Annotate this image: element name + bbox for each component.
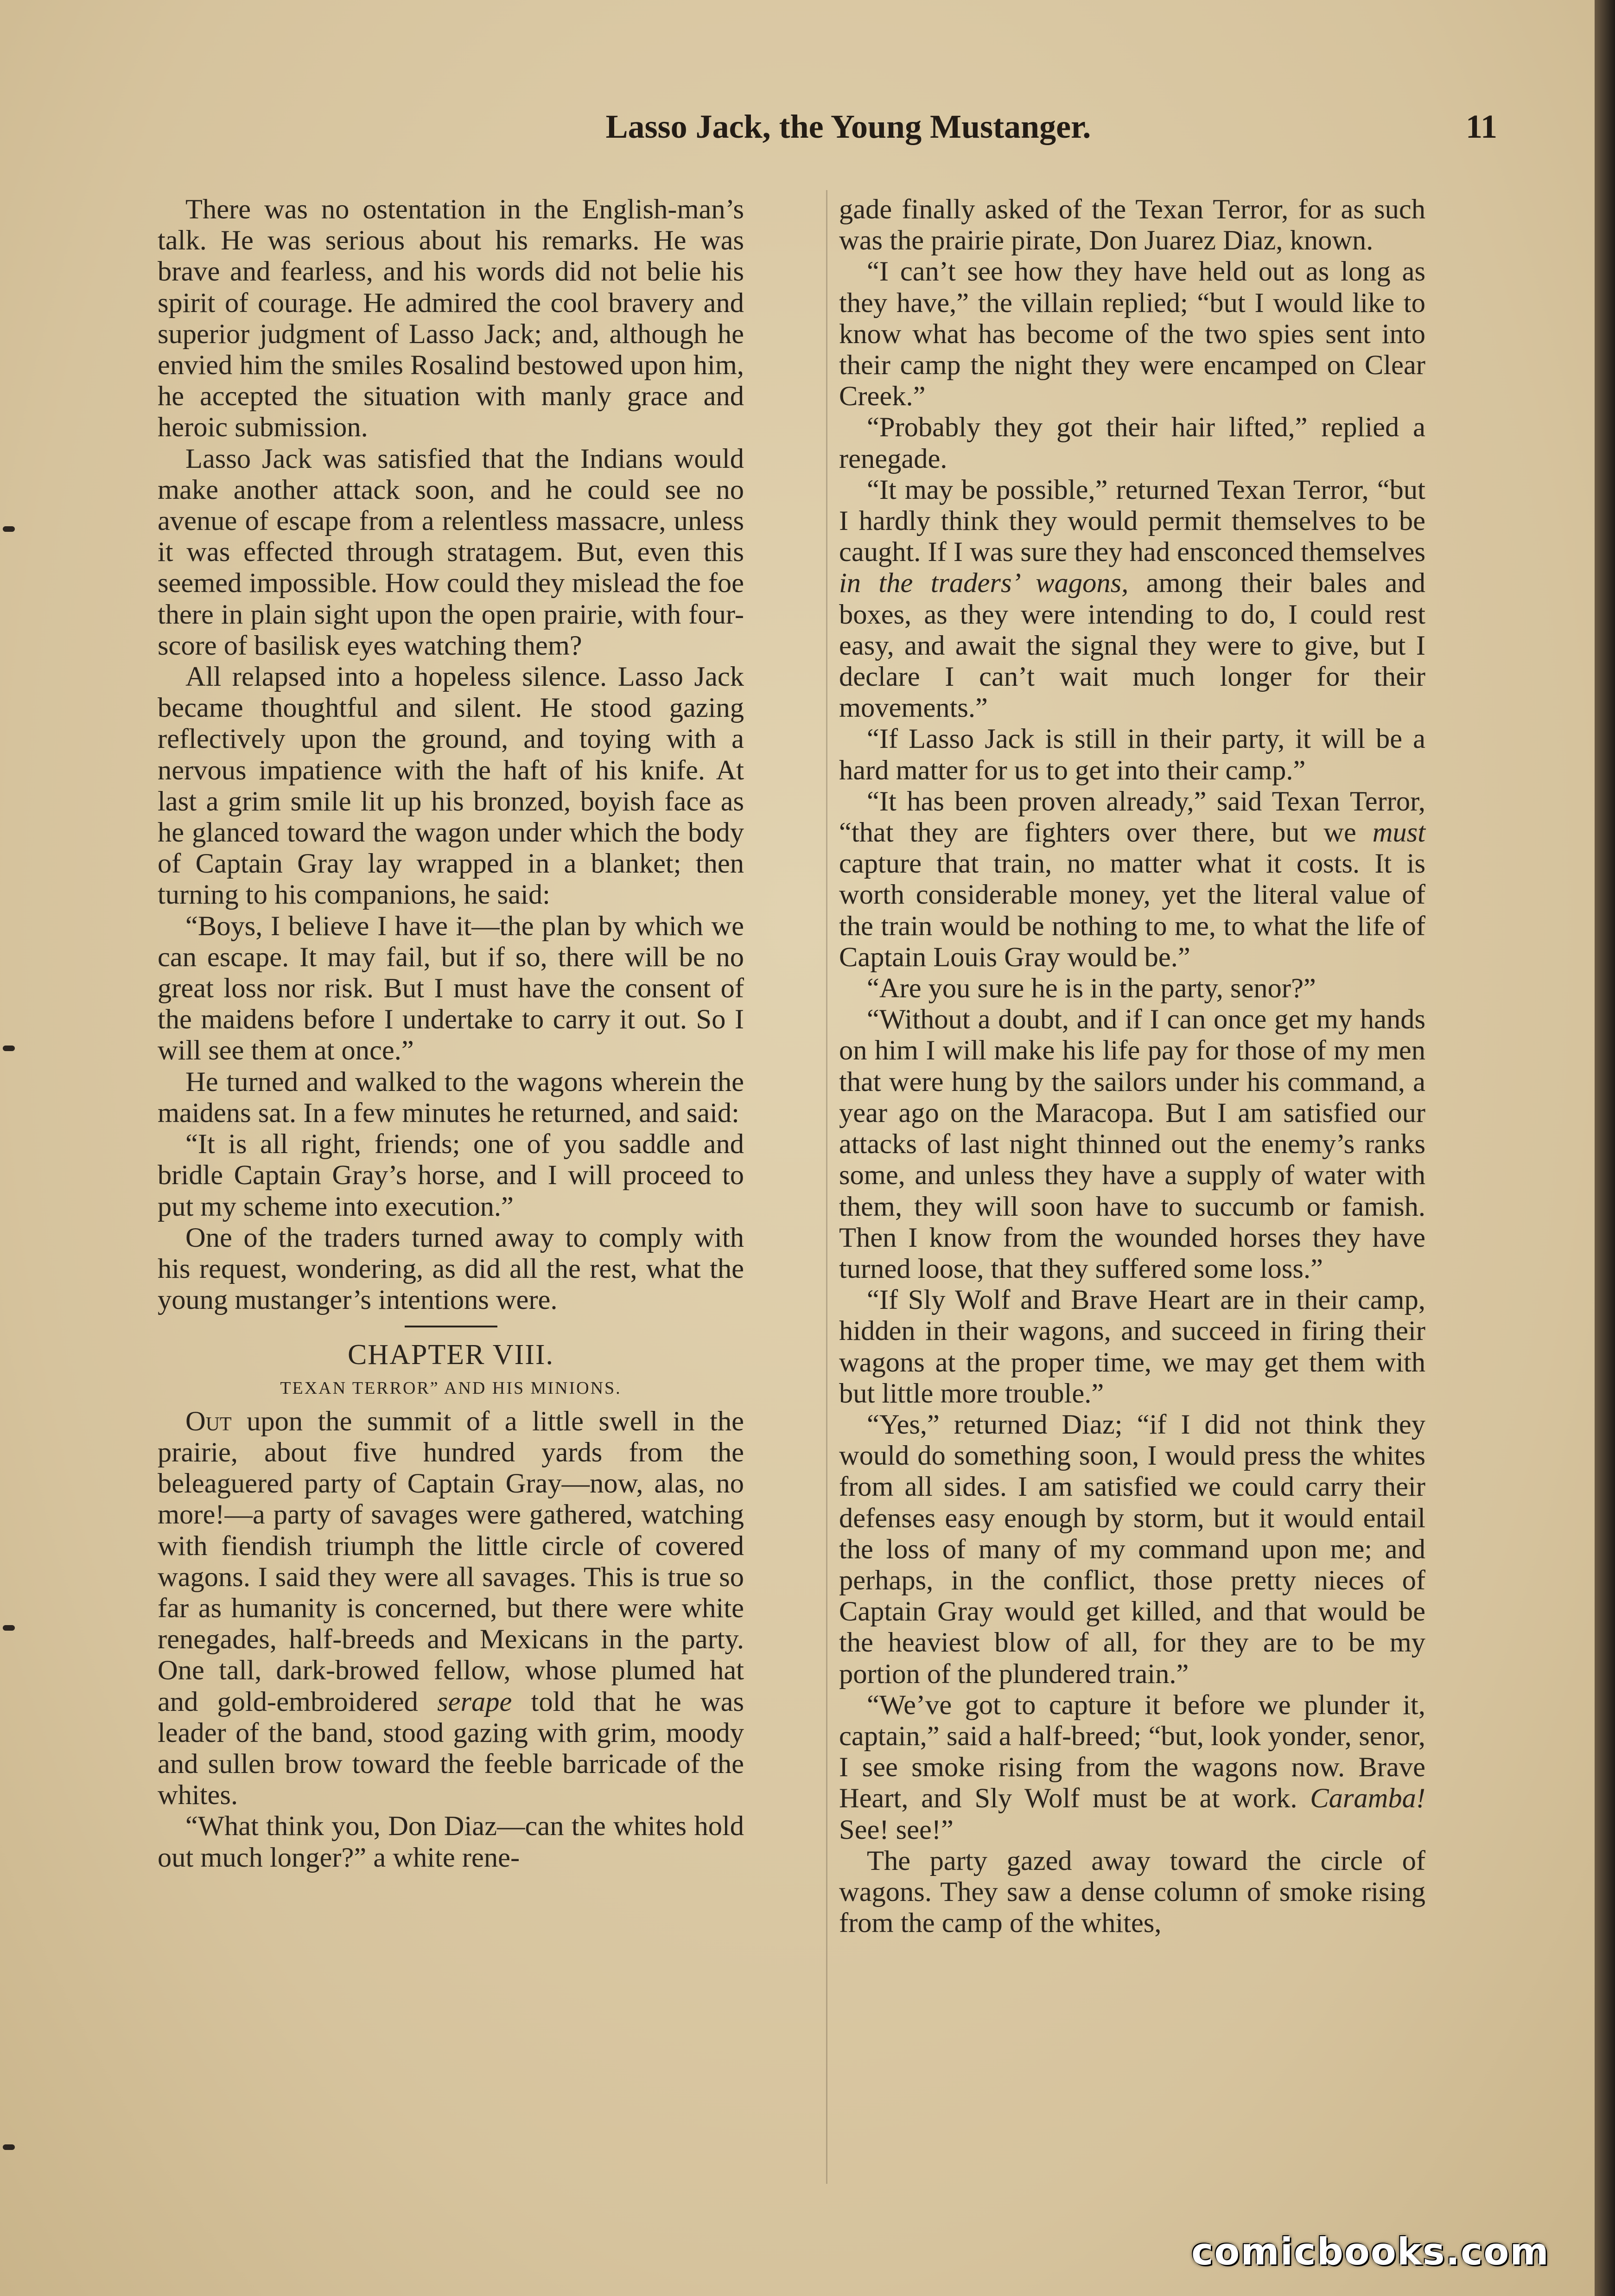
italic-word: Caramba! bbox=[1310, 1783, 1425, 1814]
watermark: comicbooks.com bbox=[1191, 2230, 1550, 2273]
paragraph-text: told that he was leader of the band, stood gazing with grim, moody and sullen brow toward the feeble barricade of the whites. bbox=[158, 1686, 744, 1811]
paragraph: Lasso Jack was satisfied that the Indians would make another attack soon, and he could see no avenue of escape from a relentless massacre, unless it was effected through stratagem. But, even this seemed impossible. How could they mislead the foe there in plain sight upon the open prairie, with four-score of basilisk eyes watching them? bbox=[158, 443, 744, 661]
paragraph-text: See! see!” bbox=[839, 1814, 954, 1845]
binding-stitch-mark bbox=[0, 524, 19, 534]
binding-stitch-mark bbox=[0, 1623, 19, 1633]
paragraph-text: among their bales and boxes, as they were intending to do, I could rest easy, and await the signal they were to give, but I declare I can’t wait much longer for their movements.” bbox=[839, 568, 1425, 724]
column-divider bbox=[826, 190, 827, 2184]
paragraph: “Probably they got their hair lifted,” replied a renegade. bbox=[839, 412, 1425, 474]
paragraph: “If Sly Wolf and Brave Heart are in their camp, hidden in their wagons, and succeed in firing their wagons at the proper time, we may get them with but little more trouble.” bbox=[839, 1284, 1425, 1409]
italic-word: must bbox=[1372, 817, 1425, 848]
paragraph: “Boys, I believe I have it—the plan by which we can escape. It may fail, but if so, there will be no great loss nor risk. But I must have the consent of the maidens before I undertake to carry it out. So I will see them at once.” bbox=[158, 910, 744, 1066]
left-column bbox=[158, 194, 744, 1873]
right-column bbox=[839, 194, 1425, 1939]
paragraph bbox=[839, 786, 1425, 973]
paragraph-text: upon the summit of a little swell in the prairie, about five hundred yards from the beleaguered party of Captain Gray—now, alas, no more!—a party of savages were gathered, watching with fiendish triumph the little circle of covered wagons. I said they were all savages. This is true so far as humanity is concerned, but there were white renegades, half-breeds and Mexicans in the party. One tall, dark-browed fellow, whose plumed hat and gold-embroidered bbox=[158, 1405, 744, 1717]
paragraph-text: “It has been proven already,” said Texan Terror, “that they are fighters over there, but we bbox=[839, 785, 1425, 848]
binding-stitch-mark bbox=[0, 1043, 19, 1053]
running-header-title: Lasso Jack, the Young Mustanger. bbox=[605, 108, 1091, 145]
paragraph: “Yes,” returned Diaz; “if I did not think they would do something soon, I would press the whites from all sides. I am satisfied we could carry their defenses easy enough by storm, but it would entail the loss of many of my command upon me; and perhaps, in the conflict, those pretty nieces of Captain Gray would get killed, and that would be the heaviest blow of all, for they are to be my portion of the plundered train.” bbox=[839, 1409, 1425, 1690]
lead-word: Out bbox=[185, 1405, 232, 1437]
paragraph: “What think you, Don Diaz—can the whites hold out much longer?” a white rene- bbox=[158, 1811, 744, 1873]
paragraph-text: capture that train, no matter what it costs. It is worth considerable money, yet the literal value of the train would be nothing to me, to what the life of Captain Louis Gray would be.” bbox=[839, 848, 1425, 973]
paragraph: “I can’t see how they have held out as long as they have,” the villain replied; “but I would like to know what has become of the two spies sent into their camp the night they were encamped on Clear Creek.” bbox=[839, 256, 1425, 412]
paragraph: “Without a doubt, and if I can once get my hands on him I will make his life pay for those of my men that were hung by the sailors under his command, a year ago on the Maracopa. But I am satisfied our attacks of last night thinned out the enemy’s ranks some, and unless they have a supply of water with them, they will soon have to succumb or famish. Then I know from the wounded horses they have turned loose, that they suffered some loss.” bbox=[839, 1004, 1425, 1284]
italic-word: serape bbox=[437, 1686, 512, 1717]
binding-stitch-mark bbox=[0, 2142, 19, 2152]
paragraph: “Are you sure he is in the party, senor?” bbox=[867, 973, 1316, 1004]
paragraph: The party gazed away toward the circle of wagons. They saw a dense column of smoke rising from the camp of the whites, bbox=[839, 1845, 1425, 1939]
paragraph: All relapsed into a hopeless silence. Lasso Jack became thoughtful and silent. He stood gazing reflectively upon the ground, and toying with a nervous impatience with the haft of his knife. At last a grim smile lit up his bronzed, boyish face as he glanced toward the wagon under which the body of Captain Gray lay wrapped in a blanket; then turning to his companions, he said: bbox=[158, 661, 744, 911]
paragraph bbox=[158, 1406, 744, 1811]
page-edge-shadow bbox=[1595, 0, 1615, 2296]
page-number: 11 bbox=[1465, 108, 1497, 145]
chapter-heading: CHAPTER VIII. bbox=[347, 1339, 554, 1371]
section-rule bbox=[405, 1326, 497, 1327]
paragraph: He turned and walked to the wagons wherein the maidens sat. In a few minutes he returned, and said: bbox=[158, 1066, 744, 1129]
paragraph: There was no ostentation in the English-man’s talk. He was serious about his remarks. He was brave and fearless, and his words did not belie his spirit of courage. He admired the cool bravery and superior judgment of Lasso Jack; and, although he envied him the smiles Rosalind bestowed upon him, he accepted the situation with manly grace and heroic submission. bbox=[158, 194, 744, 443]
chapter-subheading: TEXAN TERROR” AND HIS MINIONS. bbox=[280, 1378, 622, 1398]
paragraph: “If Lasso Jack is still in their party, it will be a hard matter for us to get into their camp.” bbox=[839, 723, 1425, 786]
paragraph bbox=[839, 474, 1425, 724]
paragraph-text: “We’ve got to capture it before we plunder it, captain,” said a half-breed; “but, look yonder, senor, I see smoke rising from the wagons now. Brave Heart, and Sly Wolf must be at work. bbox=[839, 1689, 1425, 1814]
paragraph: gade finally asked of the Texan Terror, for as such was the prairie pirate, Don Juarez Diaz, known. bbox=[839, 194, 1425, 256]
paragraph: “It is all right, friends; one of you saddle and bridle Captain Gray’s horse, and I will proceed to put my scheme into execution.” bbox=[158, 1129, 744, 1222]
paragraph-text: “It may be possible,” returned Texan Terror, “but I hardly think they would permit themselves to be caught. If I was sure they had ensconced themselves bbox=[839, 474, 1426, 568]
italic-phrase: in the traders’ wagons, bbox=[839, 568, 1129, 599]
paragraph: One of the traders turned away to comply with his request, wondering, as did all the rest, what the young mustanger’s intentions were. bbox=[158, 1222, 744, 1316]
paragraph bbox=[839, 1690, 1425, 1845]
